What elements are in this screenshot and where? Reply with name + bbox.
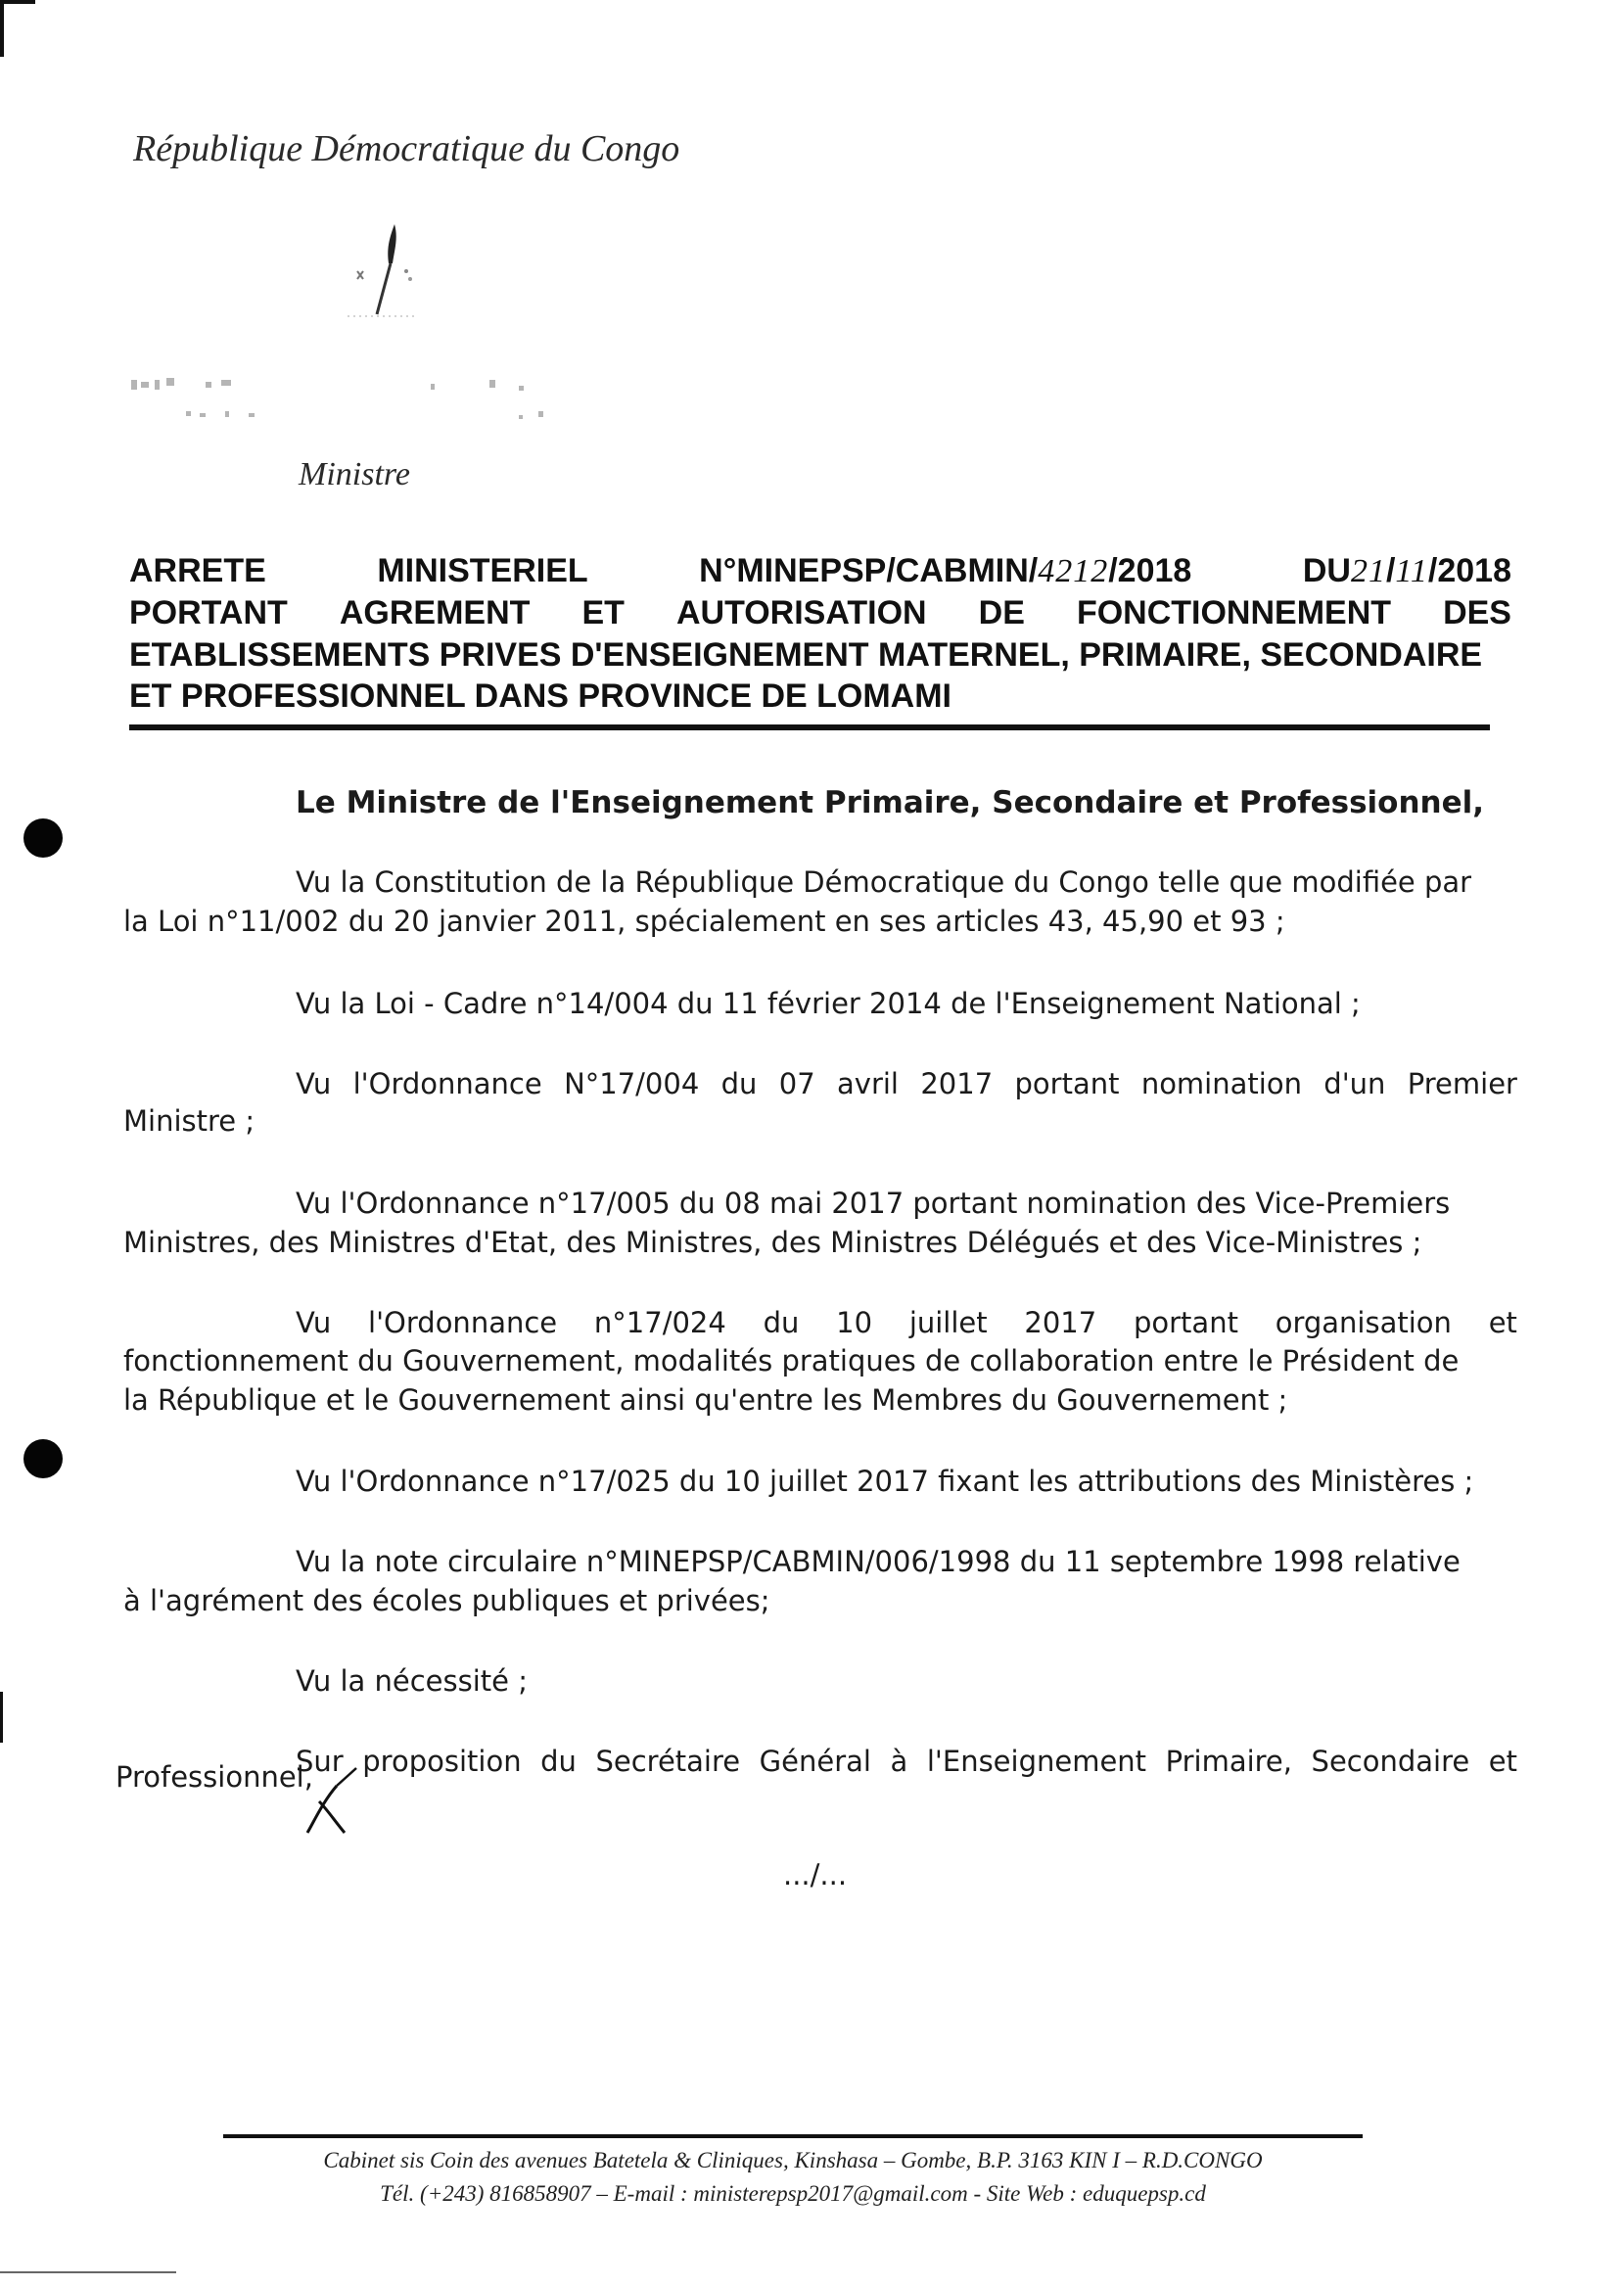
- scan-corner-mark: [0, 0, 4, 57]
- title-word: DES: [1443, 594, 1511, 631]
- vu-constitution-line-2: la Loi n°11/002 du 20 janvier 2011, spécialement en ses articles 43, 45,90 et 93 ;: [123, 905, 1285, 938]
- vu-ordonnance-17-005-line-2: Ministres, des Ministres d'Etat, des Ministres, des Ministres Délégués et des Vice-Ministres ;: [123, 1226, 1422, 1259]
- page-continuation: .../...: [783, 1858, 848, 1891]
- country-header: République Démocratique du Congo: [133, 128, 680, 169]
- decree-title-line-1: [129, 552, 1511, 590]
- decree-number: N°MINEPSP/CABMIN/4212/2018: [699, 552, 1192, 589]
- scan-edge-mark: [0, 2271, 176, 2273]
- title-word: ET: [581, 594, 625, 631]
- vu-ordonnance-17-004-line-1: Vu l'Ordonnance N°17/004 du 07 avril 2017 portant nomination d'un Premier: [296, 1067, 1517, 1100]
- title-underline: [129, 724, 1490, 730]
- handwritten-decree-number: 4212: [1038, 553, 1109, 589]
- vu-ordonnance-17-024-line-2: fonctionnement du Gouvernement, modalités pratiques de collaboration entre le Président de: [123, 1344, 1460, 1377]
- scan-corner-mark: [0, 0, 35, 4]
- vu-ordonnance-17-024-line-1: Vu l'Ordonnance n°17/024 du 10 juillet 2017 portant organisation et: [296, 1306, 1517, 1339]
- decree-date: DU21/11/2018: [1302, 552, 1511, 589]
- title-word: ARRETE: [129, 552, 266, 589]
- scan-edge-mark: [0, 1692, 3, 1743]
- title-word: AGREMENT: [339, 594, 531, 631]
- handwritten-month: 11: [1395, 553, 1428, 589]
- vu-ordonnance-17-024-line-3: la République et le Gouvernement ainsi qu'entre les Membres du Gouvernement ;: [123, 1383, 1288, 1417]
- title-word: DE: [978, 594, 1025, 631]
- footer-contact: Tél. (+243) 816858907 – E-mail : ministerepsp2017@gmail.com - Site Web : eduquepsp.cd: [380, 2181, 1206, 2206]
- punch-hole: [23, 1439, 63, 1478]
- footer-rule: [223, 2134, 1363, 2138]
- sur-proposition-line-2: Professionnel,: [116, 1760, 313, 1794]
- vu-note-circulaire-line-1: Vu la note circulaire n°MINEPSP/CABMIN/006/1998 du 11 septembre 1998 relative: [296, 1545, 1461, 1578]
- title-word: FONCTIONNEMENT: [1076, 594, 1392, 631]
- coat-of-arms-emblem: [338, 220, 426, 323]
- vu-ordonnance-17-004-line-2: Ministre ;: [123, 1104, 255, 1138]
- punch-hole: [23, 818, 63, 858]
- decree-title-line-2: [129, 594, 1511, 632]
- decree-title-line-4: ET PROFESSIONNEL DANS PROVINCE DE LOMAMI: [129, 677, 952, 715]
- title-word: AUTORISATION: [675, 594, 927, 631]
- decree-heading: Le Ministre de l'Enseignement Primaire, Secondaire et Professionnel,: [296, 785, 1485, 820]
- vu-loi-cadre: Vu la Loi - Cadre n°14/004 du 11 février 2014 de l'Enseignement National ;: [296, 987, 1361, 1020]
- vu-necessite: Vu la nécessité ;: [296, 1664, 528, 1698]
- title-word: PORTANT: [129, 594, 288, 631]
- decree-title-line-3: ETABLISSEMENTS PRIVES D'ENSEIGNEMENT MATERNEL, PRIMAIRE, SECONDAIRE: [129, 636, 1483, 674]
- handwritten-day: 21: [1350, 553, 1386, 589]
- ministre-label: Ministre: [299, 456, 410, 492]
- faded-stamp-marks: [127, 372, 558, 441]
- vu-ordonnance-17-005-line-1: Vu l'Ordonnance n°17/005 du 08 mai 2017 portant nomination des Vice-Premiers: [296, 1187, 1451, 1220]
- vu-constitution-line-1: Vu la Constitution de la République Démocratique du Congo telle que modifiée par: [296, 865, 1472, 899]
- title-word: MINISTERIEL: [377, 552, 588, 589]
- initials-mark: [300, 1762, 368, 1841]
- footer-address: Cabinet sis Coin des avenues Batetela & Cliniques, Kinshasa – Gombe, B.P. 3163 KIN I – R.D.CONGO: [323, 2148, 1263, 2172]
- vu-ordonnance-17-025: Vu l'Ordonnance n°17/025 du 10 juillet 2017 fixant les attributions des Ministères ;: [296, 1465, 1474, 1498]
- vu-note-circulaire-line-2: à l'agrément des écoles publiques et privées;: [123, 1584, 770, 1617]
- sur-proposition-line-1: Sur proposition du Secrétaire Général à l'Enseignement Primaire, Secondaire et: [296, 1745, 1517, 1778]
